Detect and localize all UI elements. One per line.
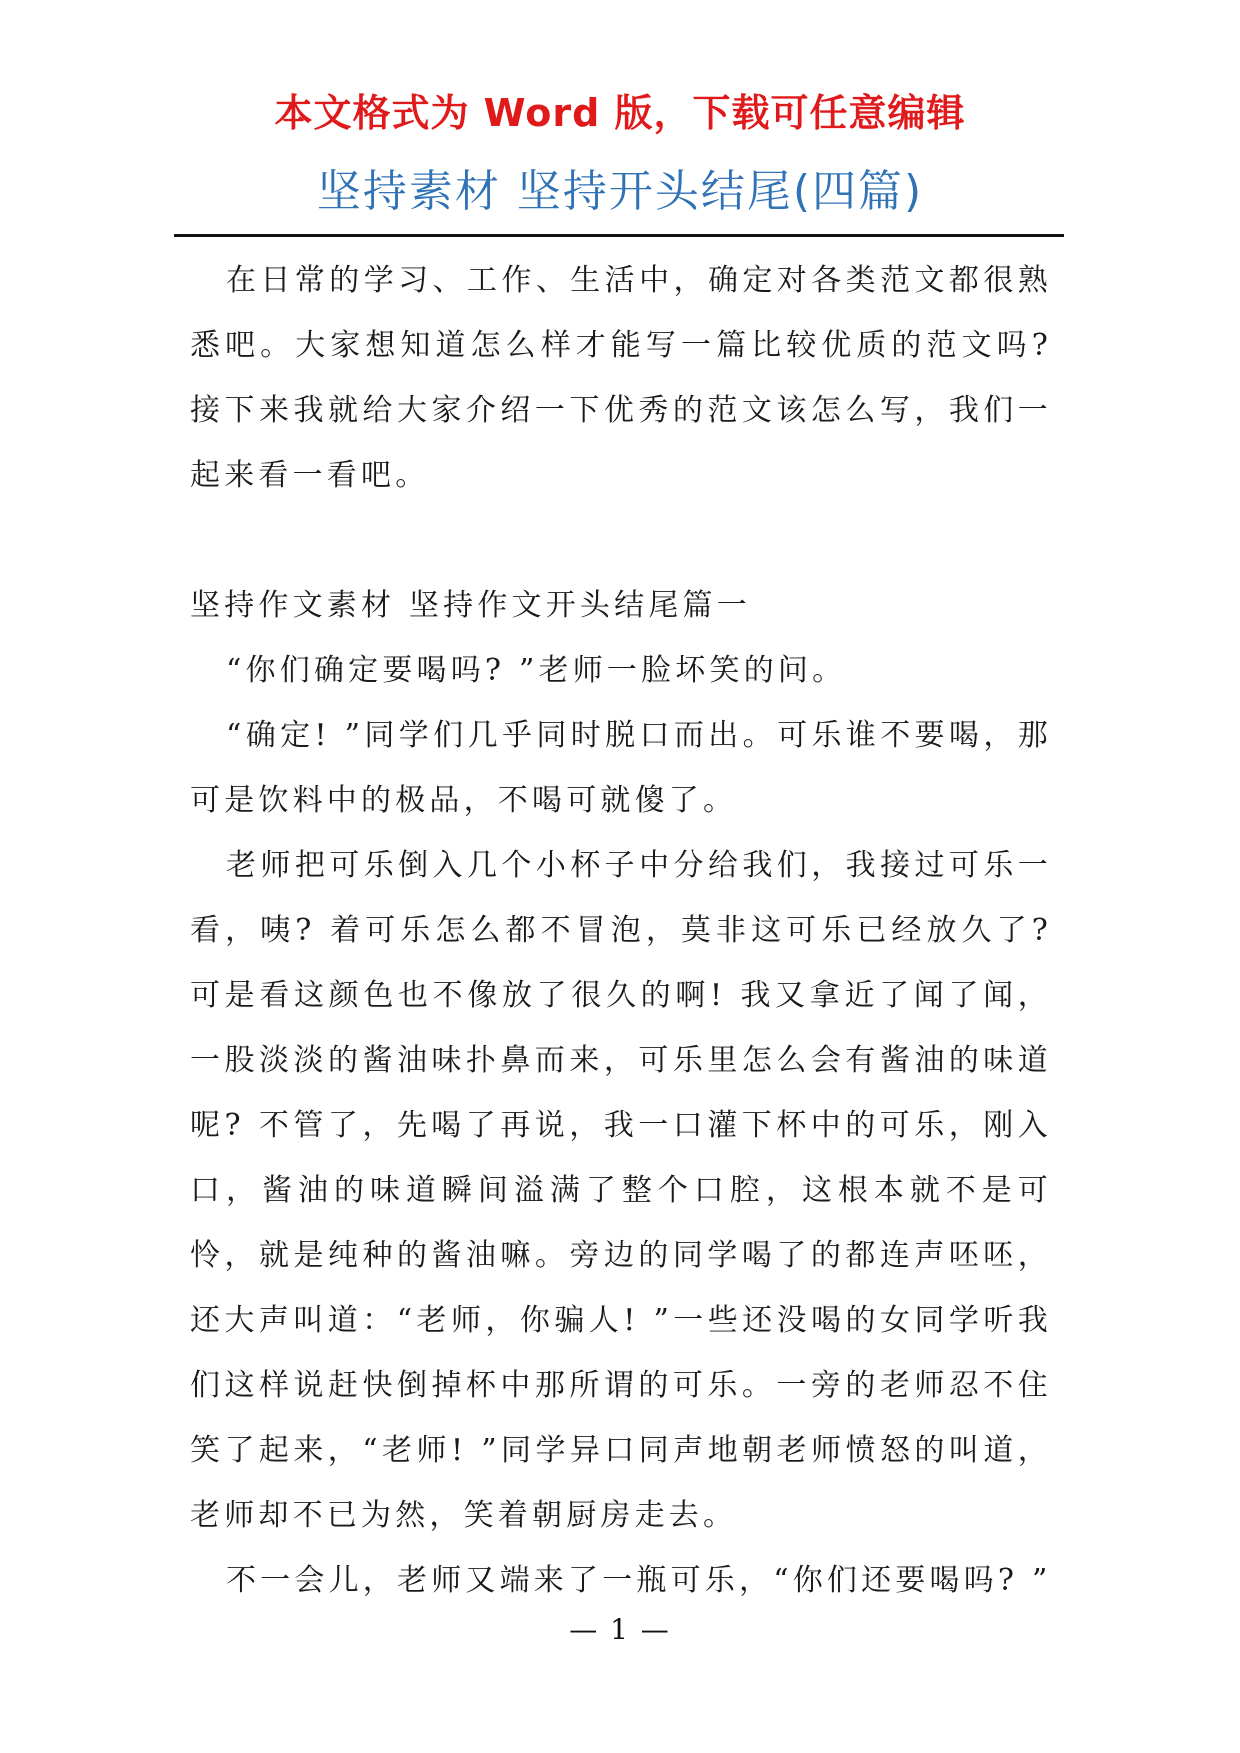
document-title: 坚持素材 坚持开头结尾(四篇) [316,166,924,217]
body-paragraph: 老师把可乐倒入几个小杯子中分给我们，我接过可乐一看，咦? 着可乐怎么都不冒泡，莫非这可乐已经放久了? 可是看这颜色也不像放了很久的啊! 我又拿近了闻了闻，一股淡淡的酱油味扑鼻而来，可乐里怎么会有酱油的味道呢? 不管了，先喝了再说，我一口灌下杯中的可乐，刚入口，酱油的味道瞬间溢满了整个口腔，这根本就不是可怜，就是纯种的酱油嘛。旁边的同学喝了的都连声呸呸，还大声叫道：“老师，你骗人! ”一些还没喝的女同学听我们这样说赶快倒掉杯中那所谓的可乐。一旁的老师忍不住笑了起来，“老师! ”同学异口同声地朝老师愤怒的叫道，老师却不已为然，笑着朝厨房走去。 [190,848,1052,1533]
title-divider [174,234,1064,237]
body-paragraph: 不一会儿，老师又端来了一瓶可乐，“你们还要喝吗? ” [226,1563,1052,1598]
format-notice: 本文格式为 Word 版，下载可任意编辑 [274,91,966,135]
intro-paragraph: 在日常的学习、工作、生活中，确定对各类范文都很熟悉吧。大家想知道怎么样才能写一篇比较优质的范文吗?接下来我就给大家介绍一下优秀的范文该怎么写，我们一起来看一看吧。 [190,263,1052,493]
body-paragraph: “你们确定要喝吗? ”老师一脸坏笑的问。 [226,653,847,688]
section-heading: 坚持作文素材 坚持作文开头结尾篇一 [190,588,751,623]
document-body [190,248,1052,1613]
body-paragraph: “确定! ”同学们几乎同时脱口而出。可乐谁不要喝，那可是饮料中的极品，不喝可就傻了。 [190,718,1052,818]
paragraph-spacer [190,508,1052,573]
page-number: — 1 — [569,1613,671,1646]
